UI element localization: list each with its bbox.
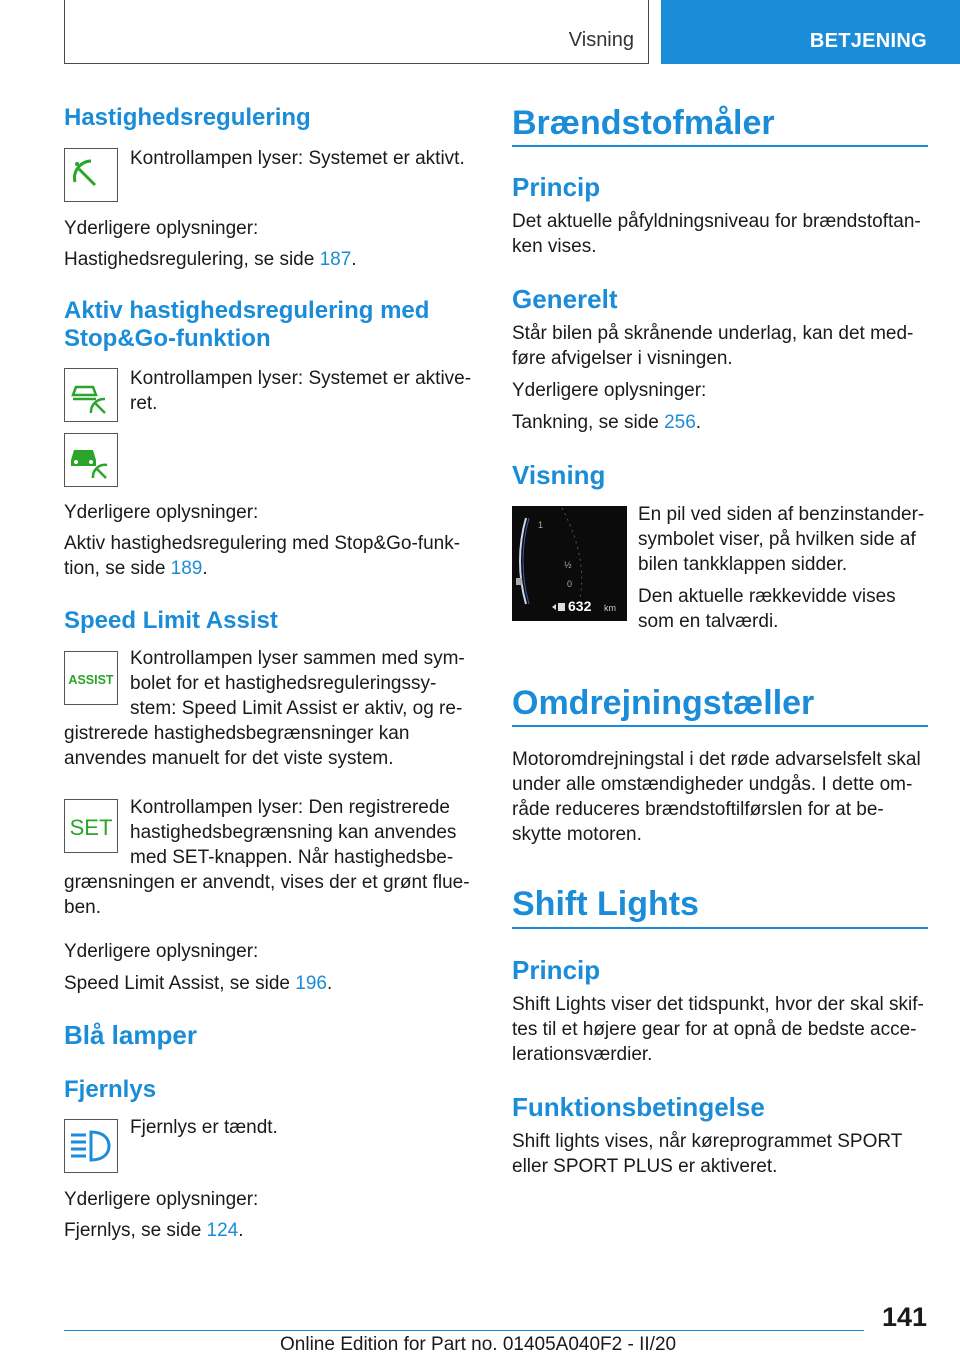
acc-more: Yderligere oplysninger: <box>64 502 259 523</box>
text-line: råde reduceres brændstoftilførslen for at be- <box>512 799 884 820</box>
gauge-tick-1: 1 <box>538 520 544 530</box>
text-line: bilen tankklappen sidder. <box>638 554 848 575</box>
cruise-more: Yderligere oplysninger: <box>64 218 259 239</box>
text-line: tes til et højere gear for at opnå de bedste acce- <box>512 1019 917 1040</box>
fuel-ref: Tankning, se side 256. <box>512 412 702 433</box>
fuel-display-text-1 <box>638 502 924 577</box>
page-number: 141 <box>882 1302 928 1332</box>
fuel-principle-text <box>512 209 921 259</box>
text-line: Shift Lights viser det tidspunkt, hvor der skal skif- <box>512 994 924 1015</box>
high-beam-more: Yderligere oplysninger: <box>64 1189 259 1210</box>
sla-line: hastighedsbegrænsning kan anvendes <box>130 822 457 843</box>
acc-text <box>130 366 471 416</box>
footer-edition: Online Edition for Part no. 01405A040F2 - II/20 <box>280 1334 677 1355</box>
blue-lamps-heading: Blå lamper <box>64 1020 197 1050</box>
gauge-range-value: 632 <box>568 598 592 614</box>
high-beam-heading: Fjernlys <box>64 1076 157 1103</box>
text-line: symbolet viser, på hvilken side af <box>638 529 916 550</box>
header-chapter-label: BETJENING <box>809 30 927 52</box>
text-line: Motoromdrejningstal i det røde advarselsfelt skal <box>512 749 921 770</box>
gauge-tick-0: 0 <box>567 579 573 589</box>
header-section-label: Visning <box>568 29 634 51</box>
sla-text-2-head <box>130 795 456 870</box>
fuel-more: Yderligere oplysninger: <box>512 380 707 401</box>
sla-text-1-head <box>130 646 465 721</box>
high-beam-page-link[interactable]: 124 <box>206 1220 239 1241</box>
tachometer-heading: Omdrejningstæller <box>512 684 815 722</box>
sla-line: Kontrollampen lyser: Den registrerede <box>130 797 450 818</box>
text-line: som en talværdi. <box>638 611 779 632</box>
fuel-gauge-image <box>512 506 627 621</box>
acc-filled-icon <box>64 433 118 487</box>
sla-text-2-tail <box>64 870 470 920</box>
function-condition-text <box>512 1129 902 1179</box>
text-line: eller SPORT PLUS er aktiveret. <box>512 1156 778 1177</box>
sla-line: grænsningen er anvendt, vises der et grønt flue- <box>64 872 470 893</box>
high-beam-ref: Fjernlys, se side 124. <box>64 1220 244 1241</box>
header-section-box <box>64 0 649 64</box>
fuel-principle-heading: Princip <box>512 172 601 202</box>
sla-line: anvendes manuelt for det viste system. <box>64 748 394 769</box>
acc-heading-line1: Aktiv hastighedsregulering med <box>64 297 430 324</box>
fuel-general-text <box>512 321 913 371</box>
cruise-control-icon <box>64 148 118 202</box>
footer-rule <box>64 1330 864 1331</box>
fuel-display-heading: Visning <box>512 460 606 490</box>
text-line: føre afvigelser i visningen. <box>512 348 733 369</box>
high-beam-icon <box>64 1119 118 1173</box>
acc-ref-line2: tion, se side 189. <box>64 558 208 579</box>
set-icon-label: SET <box>69 815 113 840</box>
gauge-range-unit: km <box>604 603 616 613</box>
shift-principle-heading: Princip <box>512 955 601 985</box>
sla-page-link[interactable]: 196 <box>295 973 327 994</box>
sla-line: ben. <box>64 897 101 918</box>
sla-line: med SET-knappen. Når hastighedsbe- <box>130 847 454 868</box>
sla-heading: Speed Limit Assist <box>64 607 278 634</box>
set-icon <box>64 799 118 853</box>
function-condition-heading: Funktionsbetingelse <box>512 1092 765 1122</box>
tachometer-text <box>512 747 921 847</box>
text-line: Shift lights vises, når køreprogrammet SPORT <box>512 1131 903 1152</box>
gauge-tick-half: ½ <box>564 560 572 570</box>
refuel-page-link[interactable]: 256 <box>664 412 696 433</box>
cruise-ref: Hastighedsregulering, se side 187. <box>64 249 357 270</box>
acc-page-link[interactable]: 189 <box>170 558 203 579</box>
cruise-text: Kontrollampen lyser: Systemet er aktivt. <box>130 148 465 169</box>
text-line: under alle omstændigheder undgås. I dette om- <box>512 774 913 795</box>
acc-text-line2: ret. <box>130 393 158 414</box>
sla-line: bolet for et hastighedsreguleringssy- <box>130 673 437 694</box>
sla-line: stem: Speed Limit Assist er aktiv, og re- <box>130 698 463 719</box>
acc-heading <box>64 297 429 353</box>
shift-principle-text <box>512 992 924 1067</box>
fuel-general-heading: Generelt <box>512 284 618 314</box>
sla-line: gistrerede hastighedsbegrænsninger kan <box>64 723 410 744</box>
acc-text-line1: Kontrollampen lyser: Systemet er aktive- <box>130 368 472 389</box>
high-beam-text: Fjernlys er tændt. <box>130 1117 278 1138</box>
sla-text-1-tail <box>64 721 409 771</box>
cruise-heading: Hastighedsregulering <box>64 104 311 131</box>
assist-icon <box>64 651 118 705</box>
header-chapter-tab <box>661 0 960 64</box>
acc-outline-icon <box>64 368 118 422</box>
text-line: ken vises. <box>512 236 597 257</box>
sla-more: Yderligere oplysninger: <box>64 941 259 962</box>
shift-lights-heading: Shift Lights <box>512 885 699 923</box>
text-line: Det aktuelle påfyldningsniveau for brændstoftan- <box>512 211 921 232</box>
fuel-display-text-2 <box>638 584 896 634</box>
heading-rule <box>512 927 928 929</box>
sla-ref: Speed Limit Assist, se side 196. <box>64 973 333 994</box>
text-line: lerationsværdier. <box>512 1044 653 1065</box>
heading-rule <box>512 145 928 147</box>
assist-icon-label: ASSIST <box>68 673 114 687</box>
acc-heading-line2: Stop&Go-funktion <box>64 325 271 352</box>
text-line: skytte motoren. <box>512 824 642 845</box>
acc-ref <box>64 531 460 581</box>
heading-rule <box>512 725 928 727</box>
text-line: Står bilen på skrånende underlag, kan det med- <box>512 323 914 344</box>
sla-line: Kontrollampen lyser sammen med sym- <box>130 648 465 669</box>
acc-ref-line1: Aktiv hastighedsregulering med Stop&Go-funk- <box>64 533 461 554</box>
fuel-gauge-heading: Brændstofmåler <box>512 104 775 142</box>
text-line: En pil ved siden af benzinstander- <box>638 504 925 525</box>
cruise-page-link[interactable]: 187 <box>319 249 352 270</box>
text-line: Den aktuelle rækkevidde vises <box>638 586 896 607</box>
